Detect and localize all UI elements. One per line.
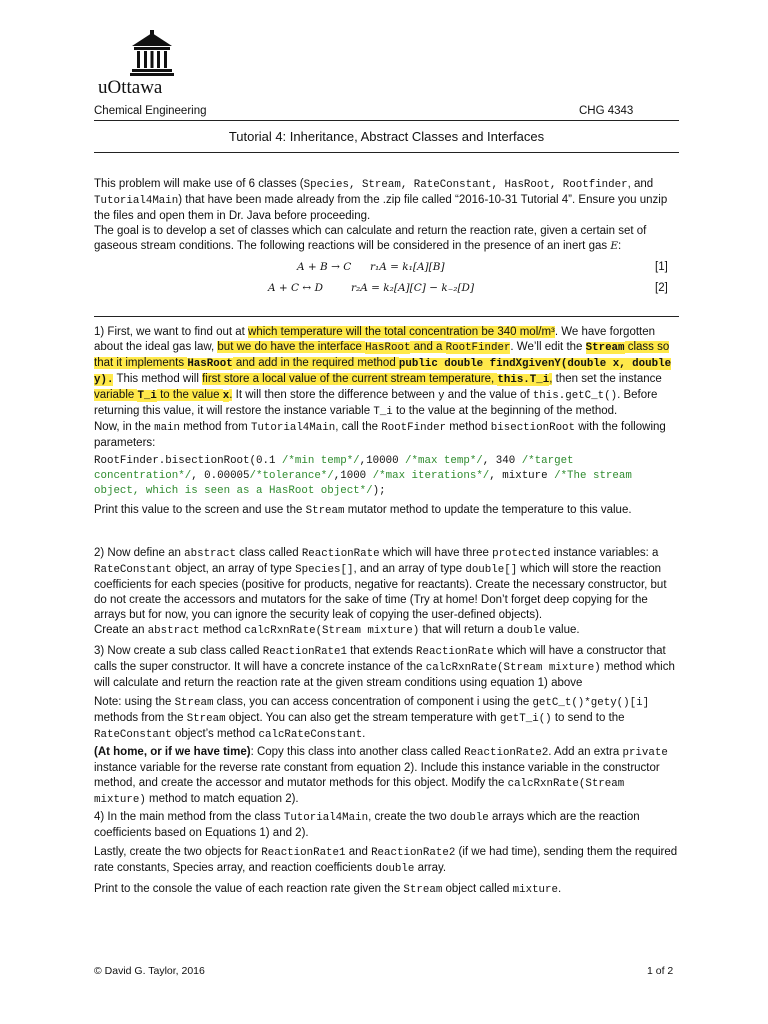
department-label: Chemical Engineering [94,105,207,117]
question-3-paragraph: 3) Now create a sub class called ReactionRate1 that extends ReactionRate which will have a constructor that calls the super constructor. It will have a concrete instance of the calcRxnRate(Stream mixture) method which will calculate and return the reaction rate at the given stream conditions using equation 1) above [94,645,675,689]
equation-1-rate: r₁A = k₁[A][B] [370,261,445,273]
question-4-paragraph: 4) In the main method from the class Tutorial4Main, create the two double arrays which are the reaction coefficients based on Equations 1) and 2). [94,811,640,839]
question-3-homework-paragraph: (At home, or if we have time): Copy this class into another class called ReactionRate2. Add an extra private instance variable for the reverse rate constant from equation 2). Include this instance variable in the constructor method, and create the accessor and mutator methods for this object. Modify the calcRxnRate(Stream mixture) method to match equation 2). [94,746,668,806]
question-4-print-paragraph: Print to the console the value of each reaction rate given the Stream object called mixture. [94,883,562,896]
question-3-note-paragraph: Note: using the Stream class, you can access concentration of component i using the getC_t()*gety()[i] methods from the Stream object. You can also get the stream temperature with getT_i() to send to the RateConstant object’s method calcRateConstant. [94,696,650,741]
page-title: Tutorial 4: Inheritance, Abstract Classes and Interfaces [228,129,545,144]
intro-paragraph-1: This problem will make use of 6 classes (Species, Stream, RateConstant, HasRoot, Rootfinder, and Tutorial4Main) that have been made already from the .zip file called “2016-10-31 Tutorial 4”. Ensure you unzip the files and open them in Dr. Java before proceeding. [94,178,668,222]
brand-name: uOttawa [98,77,163,98]
equation-2-number: [2] [655,282,668,294]
equation-1-reaction: A + B → C [297,261,352,273]
question-2-paragraph: 2) Now define an abstract class called ReactionRate which will have three protected instance variables: a RateConstant object, an array of type Species[], and an array of type double[] which will store the reaction coefficients for each species (positive for products, negative for reactants). Create the necessary constructor, but do not create the accessors and mutators for the sake of time (Try at home! Don’t forget deep copying for the arrays but for now, you can ignore the security leak of copying the user-defined objects). [94,547,667,621]
equation-2-rate: r₂A = k₂[A][C] − k₋₂[D] [351,282,475,294]
title-divider [94,152,679,153]
code-snippet: RootFinder.bisectionRoot(0.1 /*min temp*/,10000 /*max temp*/, 340 /*target concentration*/, 0.00005/*tolerance*/,1000 /*max iterations*/, mixture /*The stream object, which is seen as a HasRoot object*/); [94,455,632,497]
intro-paragraph-2: The goal is to develop a set of classes which can calculate and return the reaction rate, given a certain set of gaseous stream conditions. The following reactions will be considered in the presence of an inert gas E: [94,225,647,252]
section-divider [94,316,679,317]
header-divider [94,120,679,121]
university-building-icon [128,30,176,78]
page-number: 1 of 2 [647,965,674,977]
question-1-print-paragraph: Print this value to the screen and use the Stream mutator method to update the temperature to this value. [94,504,632,517]
question-2-method-paragraph: Create an abstract method calcRxnRate(Stream mixture) that will return a double value. [94,624,580,637]
equation-2-reaction: A + C ↔ D [268,282,323,294]
equation-1-number: [1] [655,261,668,273]
question-1-call-paragraph: Now, in the main method from Tutorial4Main, call the RootFinder method bisectionRoot with the following parameters: [94,421,666,449]
question-4-objects-paragraph: Lastly, create the two objects for ReactionRate1 and ReactionRate2 (if we had time), sending them the required rate constants, Species array, and reaction coefficients double array. [94,846,678,875]
footer-copyright: © David G. Taylor, 2016 [94,965,205,977]
course-code: CHG 4343 [579,105,634,117]
question-1-paragraph: 1) First, we want to find out at which temperature will the total concentration be 340 mol/m³. We have forgotten about the ideal gas law, but we do have the interface HasRoot and a RootFinder. We’ll edit the Stream class so that it implements HasRoot and add in the required method public double findXgivenY(double x, double y). This method will first store a local value of the current stream temperature, this.T_i, then set the instance variable T_i to the value x. It will then store the difference between y and the value of this.getC_t(). Before returning this value, it will restore the instance variable T_i to the value at the beginning of the method. [94,326,672,418]
